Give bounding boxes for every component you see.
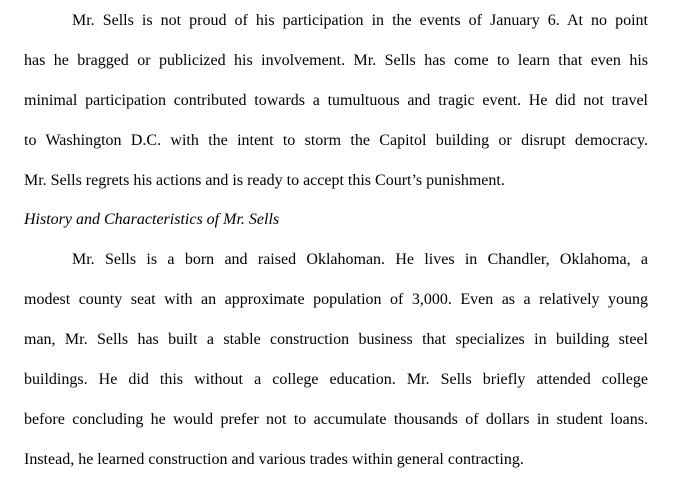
paragraph-2-line-3: man, Mr. Sells has built a stable construction business that specializes in building steel	[24, 331, 648, 348]
paragraph-2-line-6: Instead, he learned construction and various trades within general contracting.	[24, 451, 524, 468]
paragraph-2-line-5: before concluding he would prefer not to accumulate thousands of dollars in student loans.	[24, 411, 648, 428]
section-heading: History and Characteristics of Mr. Sells	[24, 211, 280, 228]
paragraph-2-line-4: buildings. He did this without a college education. Mr. Sells briefly attended college	[24, 371, 648, 388]
paragraph-1-line-4: to Washington D.C. with the intent to storm the Capitol building or disrupt democracy.	[24, 132, 648, 149]
paragraph-1-line-2: has he bragged or publicized his involvement. Mr. Sells has come to learn that even his	[24, 52, 648, 69]
paragraph-1-line-1: Mr. Sells is not proud of his participation in the events of January 6. At no point	[72, 12, 648, 29]
paragraph-2-line-2: modest county seat with an approximate population of 3,000. Even as a relatively young	[24, 291, 648, 308]
paragraph-1-line-3: minimal participation contributed towards a tumultuous and tragic event. He did not travel	[24, 92, 648, 109]
paragraph-1-line-5: Mr. Sells regrets his actions and is ready to accept this Court’s punishment.	[24, 172, 505, 189]
paragraph-2-line-1: Mr. Sells is a born and raised Oklahoman. He lives in Chandler, Oklahoma, a	[72, 251, 648, 268]
